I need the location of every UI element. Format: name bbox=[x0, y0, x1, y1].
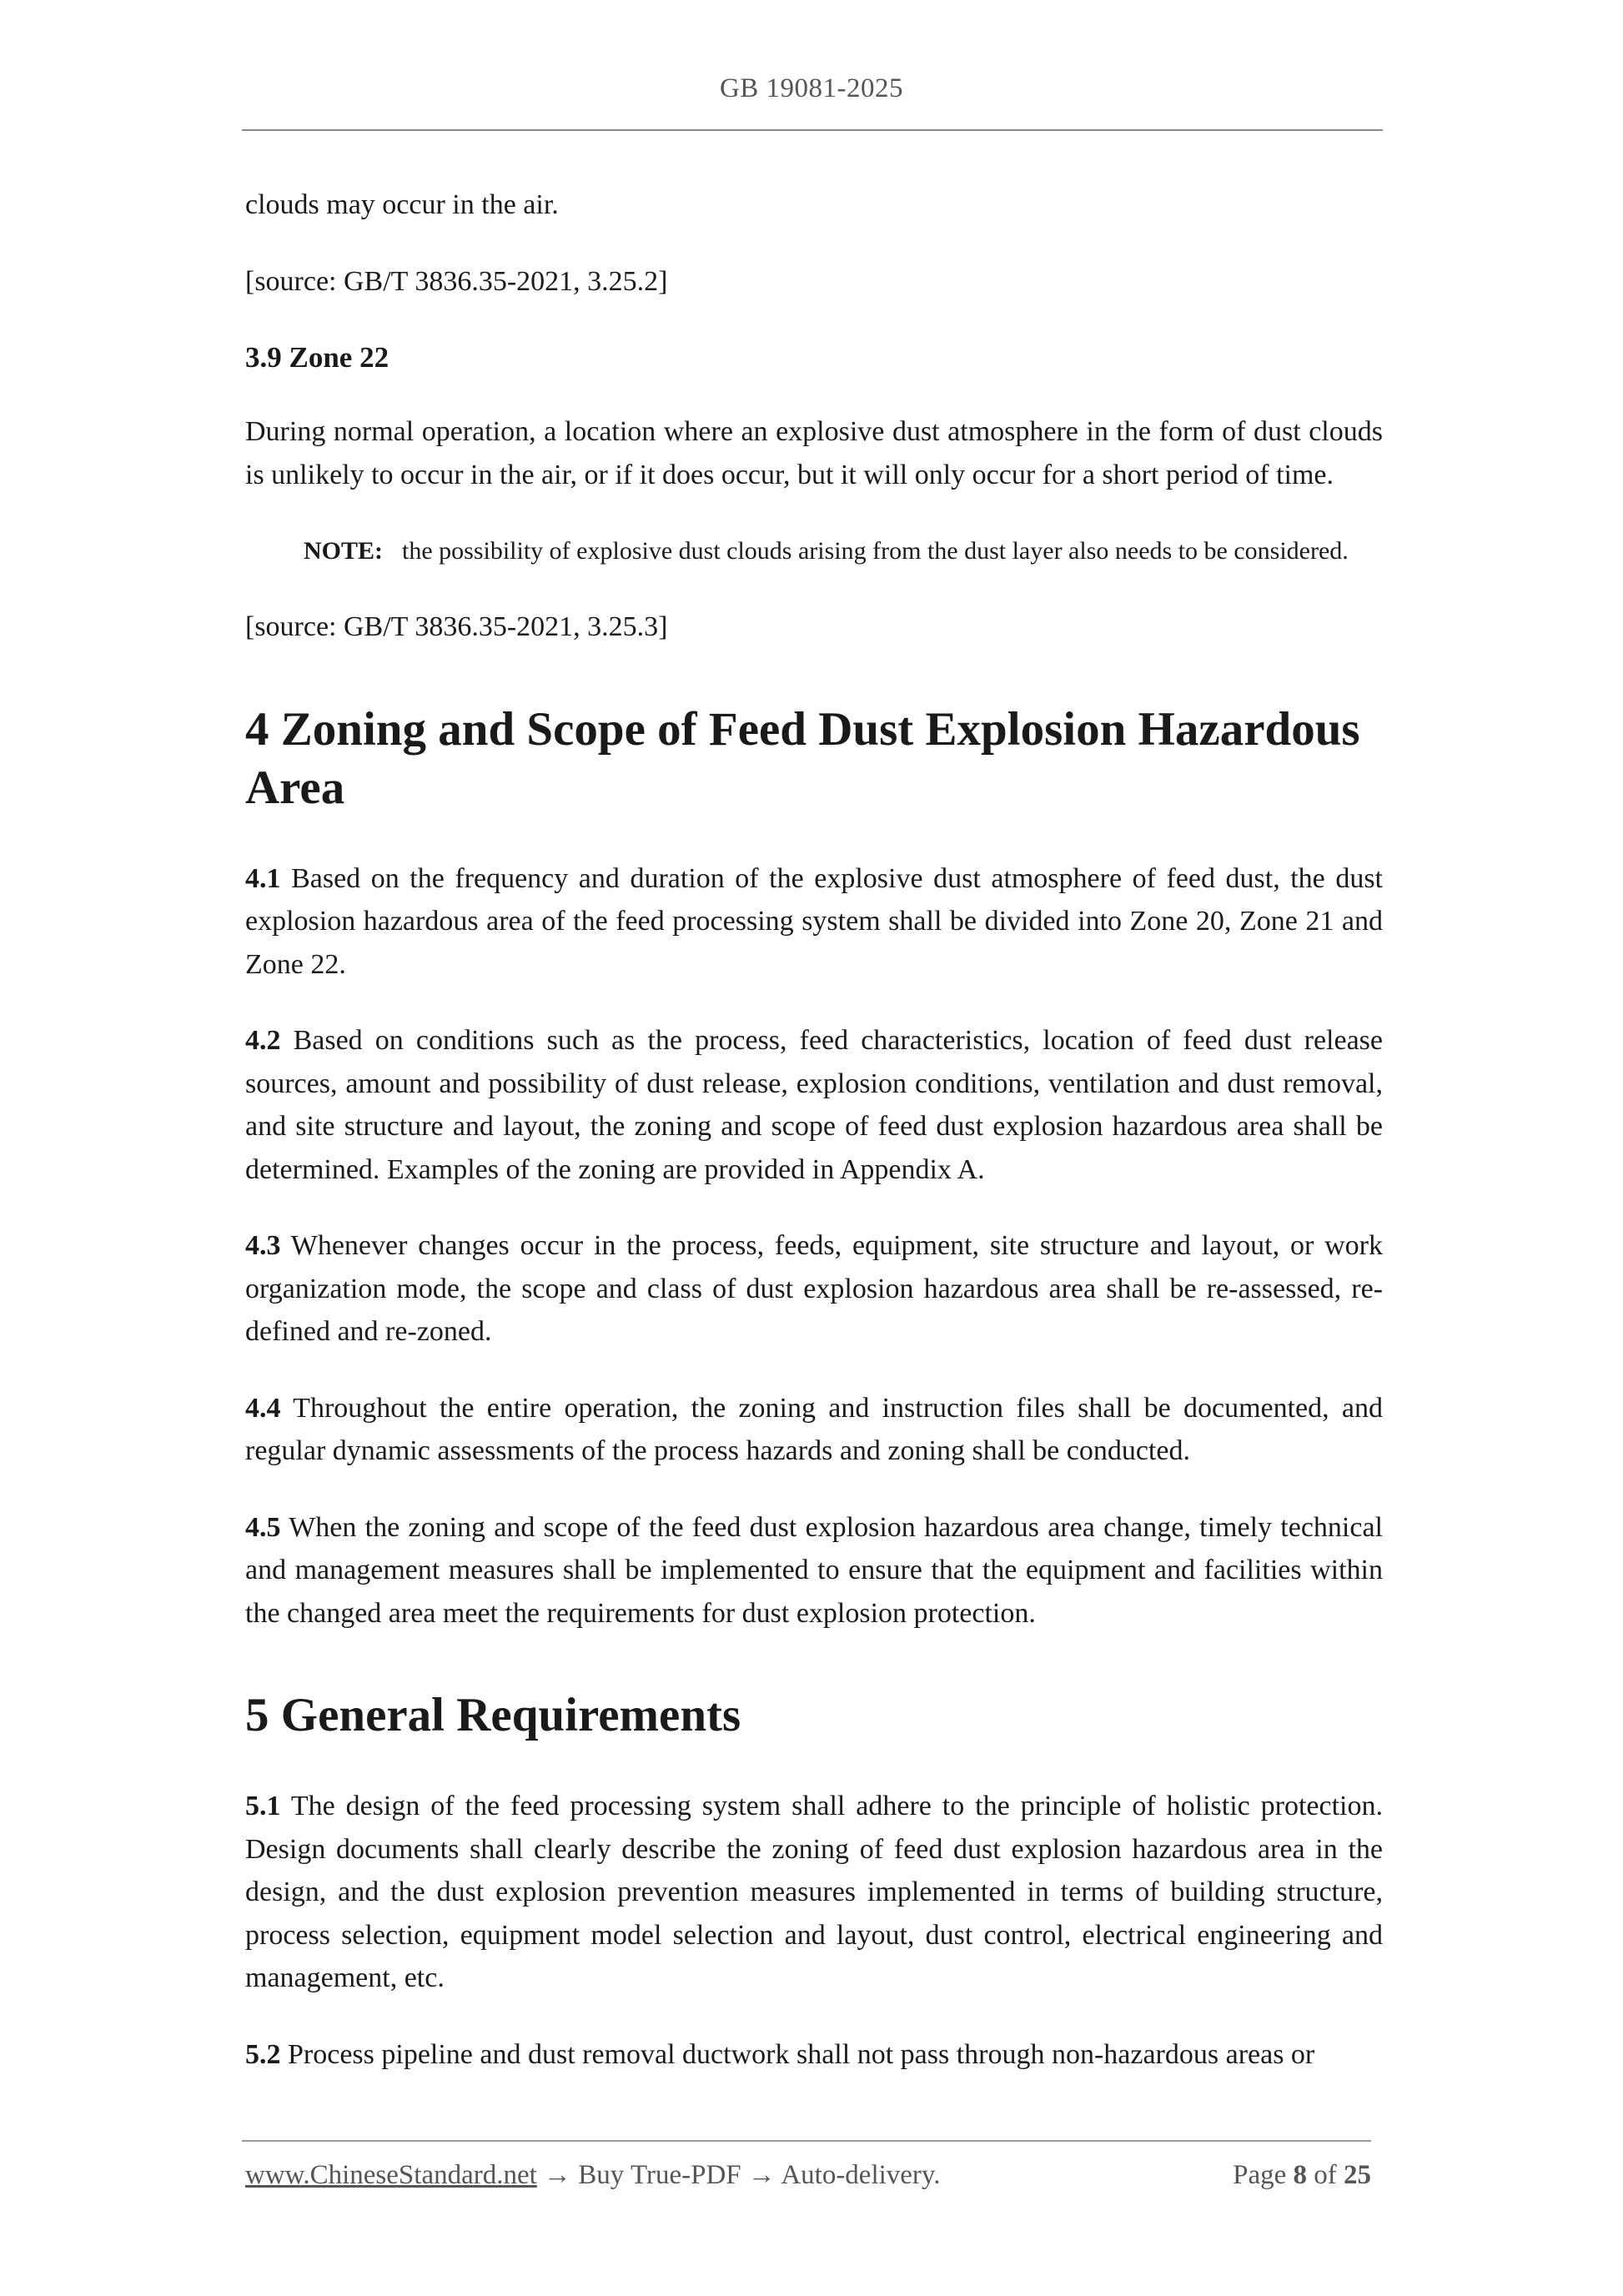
page-label: Page bbox=[1233, 2160, 1287, 2190]
clause-number: 5.1 bbox=[245, 1791, 281, 1821]
continuation-text: clouds may occur in the air. bbox=[245, 189, 559, 220]
clause-number: 4.4 bbox=[245, 1392, 281, 1424]
clause-5-1 bbox=[245, 1785, 1383, 2000]
clause-4-5 bbox=[245, 1506, 1383, 1635]
auto-delivery-text: Auto-delivery. bbox=[781, 2160, 941, 2190]
clause-text: Based on conditions such as the process, feed characteristics, location of feed dust release sources, amount and possibility of dust release, explosion conditions, ventilation and dust removal, and site structure and layout, the zoning and scope of feed dust explosion hazardous area shall be determined. Examples of the zoning are provided in Appendix A. bbox=[245, 1025, 1383, 1185]
clause-number: 4.3 bbox=[245, 1230, 281, 1261]
clause-5-2 bbox=[245, 2033, 1383, 2077]
clause-4-4 bbox=[245, 1387, 1383, 1473]
clause-4-1 bbox=[245, 857, 1383, 987]
clause-heading-zone-22: 3.9 Zone 22 bbox=[245, 341, 389, 374]
footer-divider bbox=[242, 2140, 1371, 2142]
clause-number: 4.2 bbox=[245, 1025, 281, 1056]
clause-text: Whenever changes occur in the process, feeds, equipment, site structure and layout, or work organization mode, the scope and class of dust explosion hazardous area shall be re-assessed, re-defined and re-zoned. bbox=[245, 1230, 1383, 1347]
source-citation: [source: GB/T 3836.35-2021, 3.25.3] bbox=[245, 611, 668, 642]
clause-number: 5.2 bbox=[245, 2038, 281, 2070]
of-label: of bbox=[1314, 2160, 1337, 2190]
clause-text: Throughout the entire operation, the zoning and instruction files shall be documented, and regular dynamic assessments of the process hazards and zoning shall be conducted. bbox=[245, 1392, 1384, 1466]
arrow-right-icon: → bbox=[544, 2160, 572, 2190]
source-citation: [source: GB/T 3836.35-2021, 3.25.2] bbox=[245, 265, 668, 297]
website-link[interactable]: www.ChineseStandard.net bbox=[245, 2160, 537, 2190]
clause-4-2 bbox=[245, 1019, 1383, 1191]
clause-text: Process pipeline and dust removal ductwork shall not pass through non-hazardous areas or bbox=[288, 2038, 1315, 2070]
page-header-title: GB 19081-2025 bbox=[719, 73, 904, 103]
note-label: NOTE: bbox=[304, 537, 384, 565]
footer-promo bbox=[245, 2160, 941, 2191]
clause-number: 4.5 bbox=[245, 1511, 281, 1543]
note-block bbox=[304, 530, 1383, 572]
clause-text: When the zoning and scope of the feed dust explosion hazardous area change, timely technical and management measures shall be implemented to ensure that the equipment and facilities within the changed area meet the requirements for dust explosion protection. bbox=[245, 1511, 1383, 1629]
clause-text: The design of the feed processing system shall adhere to the principle of holistic protection. Design documents shall clearly describe the zoning of feed dust explosion hazardous area in the design, and the dust explosion prevention measures implemented in terms of building structure, process selection, equipment model selection and layout, dust control, electrical engineering and management, etc. bbox=[245, 1791, 1383, 1993]
note-text: the possibility of explosive dust clouds arising from the dust layer also needs to be considered. bbox=[402, 537, 1349, 565]
section-5-heading: 5 General Requirements bbox=[245, 1689, 741, 1741]
document-body bbox=[245, 183, 1383, 2109]
arrow-right-icon: → bbox=[747, 2160, 776, 2190]
clause-text: Based on the frequency and duration of the explosive dust atmosphere of feed dust, the dust explosion hazardous area of the feed processing system shall be divided into Zone 20, Zone 21 and Zone 22. bbox=[245, 862, 1384, 980]
header-divider bbox=[242, 129, 1383, 131]
section-4-heading: 4 Zoning and Scope of Feed Dust Explosion Hazardous Area bbox=[245, 702, 1360, 814]
page-number bbox=[1233, 2160, 1371, 2191]
current-page: 8 bbox=[1293, 2160, 1307, 2190]
zone-22-definition: During normal operation, a location where an explosive dust atmosphere in the form of dust clouds is unlikely to occur in the air, or if it does occur, but it will only occur for a short period of time. bbox=[245, 416, 1383, 490]
clause-4-3 bbox=[245, 1224, 1383, 1354]
buy-pdf-text: Buy True-PDF bbox=[578, 2160, 741, 2190]
clause-number: 4.1 bbox=[245, 862, 281, 894]
total-pages: 25 bbox=[1344, 2160, 1371, 2190]
